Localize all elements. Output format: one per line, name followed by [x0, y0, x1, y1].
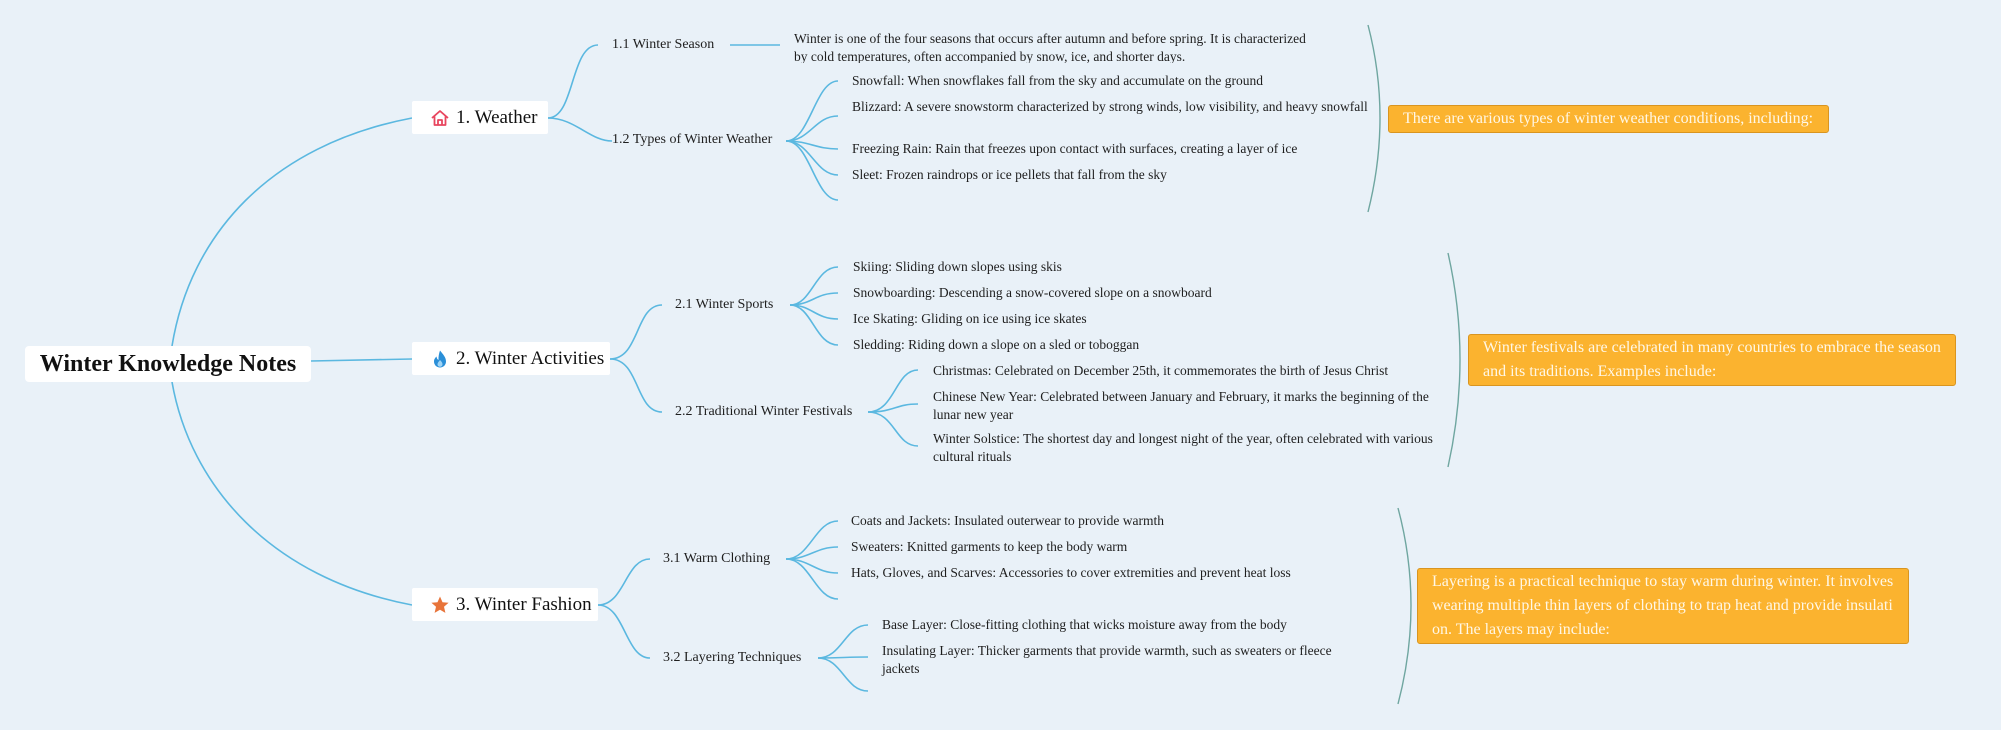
subtopic-label: 2.2 Traditional Winter Festivals	[675, 404, 853, 419]
summary-activities[interactable]: Winter festivals are celebrated in many countries to embrace the season and its traditions. Examples include:	[1468, 334, 1956, 386]
summary-bracket-activities	[1448, 253, 1460, 467]
subtopic-warm-clothing[interactable]	[663, 551, 770, 567]
house-icon	[430, 108, 450, 128]
subtopic-winter-sports[interactable]	[675, 297, 773, 313]
leaf-sweaters[interactable]: Sweaters: Knitted garments to keep the body warm	[851, 539, 1128, 554]
leaf-winter-solstice[interactable]: Winter Solstice: The shortest day and longest night of the year, often celebrated with various cultural rituals	[933, 431, 1433, 464]
leaf-freezing-rain[interactable]: Freezing Rain: Rain that freezes upon contact with surfaces, creating a layer of ice	[852, 141, 1298, 156]
leaf-hats-gloves-scarves[interactable]: Hats, Gloves, and Scarves: Accessories to cover extremities and prevent heat loss	[851, 565, 1291, 580]
subtopic-traditional-winter-festivals[interactable]	[675, 404, 852, 420]
star-icon	[430, 595, 450, 615]
topic-label: 1. Weather	[456, 106, 538, 128]
leaf-christmas[interactable]: Christmas: Celebrated on December 25th, it commemorates the birth of Jesus Christ	[933, 363, 1389, 378]
topic-label: 3. Winter Fashion	[456, 593, 592, 615]
leaf-coats-and-jackets[interactable]: Coats and Jackets: Insulated outerwear to provide warmth	[851, 513, 1165, 528]
topic-winter-fashion[interactable]	[412, 588, 598, 621]
subtopic-label: 1.2 Types of Winter Weather	[612, 132, 773, 147]
leaf-sledding[interactable]: Sledding: Riding down a slope on a sled or toboggan	[853, 337, 1140, 352]
connector-root-fashion	[172, 382, 412, 605]
connector-root-weather	[172, 118, 412, 346]
subtopic-label: 1.1 Winter Season	[612, 37, 715, 52]
leaf-skiing[interactable]: Skiing: Sliding down slopes using skis	[853, 259, 1062, 274]
root-topic[interactable]	[25, 346, 311, 382]
leaf-sleet[interactable]: Sleet: Frozen raindrops or ice pellets that fall from the sky	[852, 167, 1167, 182]
leaf-insulating-layer[interactable]: Insulating Layer: Thicker garments that provide warmth, such as sweaters or fleece jackets	[882, 643, 1332, 676]
subtopic-label: 3.1 Warm Clothing	[663, 551, 771, 566]
leaf-base-layer[interactable]: Base Layer: Close-fitting clothing that wicks moisture away from the body	[882, 617, 1287, 632]
summary-weather[interactable]: There are various types of winter weather conditions, including:	[1388, 105, 1829, 133]
topic-weather[interactable]	[412, 101, 548, 134]
topic-label: 2. Winter Activities	[456, 347, 605, 369]
leaf-ice-skating[interactable]: Ice Skating: Gliding on ice using ice skates	[853, 311, 1087, 326]
subtopic-label: 2.1 Winter Sports	[675, 297, 774, 312]
leaf-snowfall[interactable]: Snowfall: When snowflakes fall from the sky and accumulate on the ground	[852, 73, 1264, 88]
summary-fashion[interactable]: Layering is a practical technique to stay warm during winter. It involves wearing multiple thin layers of clothing to trap heat and provide insulati on. The layers may include:	[1417, 568, 1909, 644]
subtopic-label: 3.2 Layering Techniques	[663, 650, 802, 665]
leaf-blizzard[interactable]: Blizzard: A severe snowstorm characterized by strong winds, low visibility, and heavy snowfall	[852, 99, 1368, 114]
flame-icon	[430, 349, 450, 369]
subtopic-layering-techniques[interactable]	[663, 650, 801, 666]
subtopic-types-of-winter-weather[interactable]	[612, 132, 772, 148]
topic-winter-activities[interactable]	[412, 342, 610, 375]
summary-bracket-fashion	[1398, 508, 1411, 704]
subtopic-winter-season[interactable]	[612, 37, 714, 53]
summary-bracket-weather	[1368, 25, 1380, 212]
connector-root-activities	[311, 359, 412, 361]
leaf-chinese-new-year[interactable]: Chinese New Year: Celebrated between January and February, it marks the beginning of the lunar new year	[933, 389, 1429, 422]
leaf-winter-season-definition[interactable]: Winter is one of the four seasons that occurs after autumn and before spring. It is characterized by cold temperatures, often accompanied by snow, ice, and shorter days.	[794, 31, 1306, 63]
root-title: Winter Knowledge Notes	[39, 350, 297, 377]
leaf-snowboarding[interactable]: Snowboarding: Descending a snow-covered slope on a snowboard	[853, 285, 1212, 300]
